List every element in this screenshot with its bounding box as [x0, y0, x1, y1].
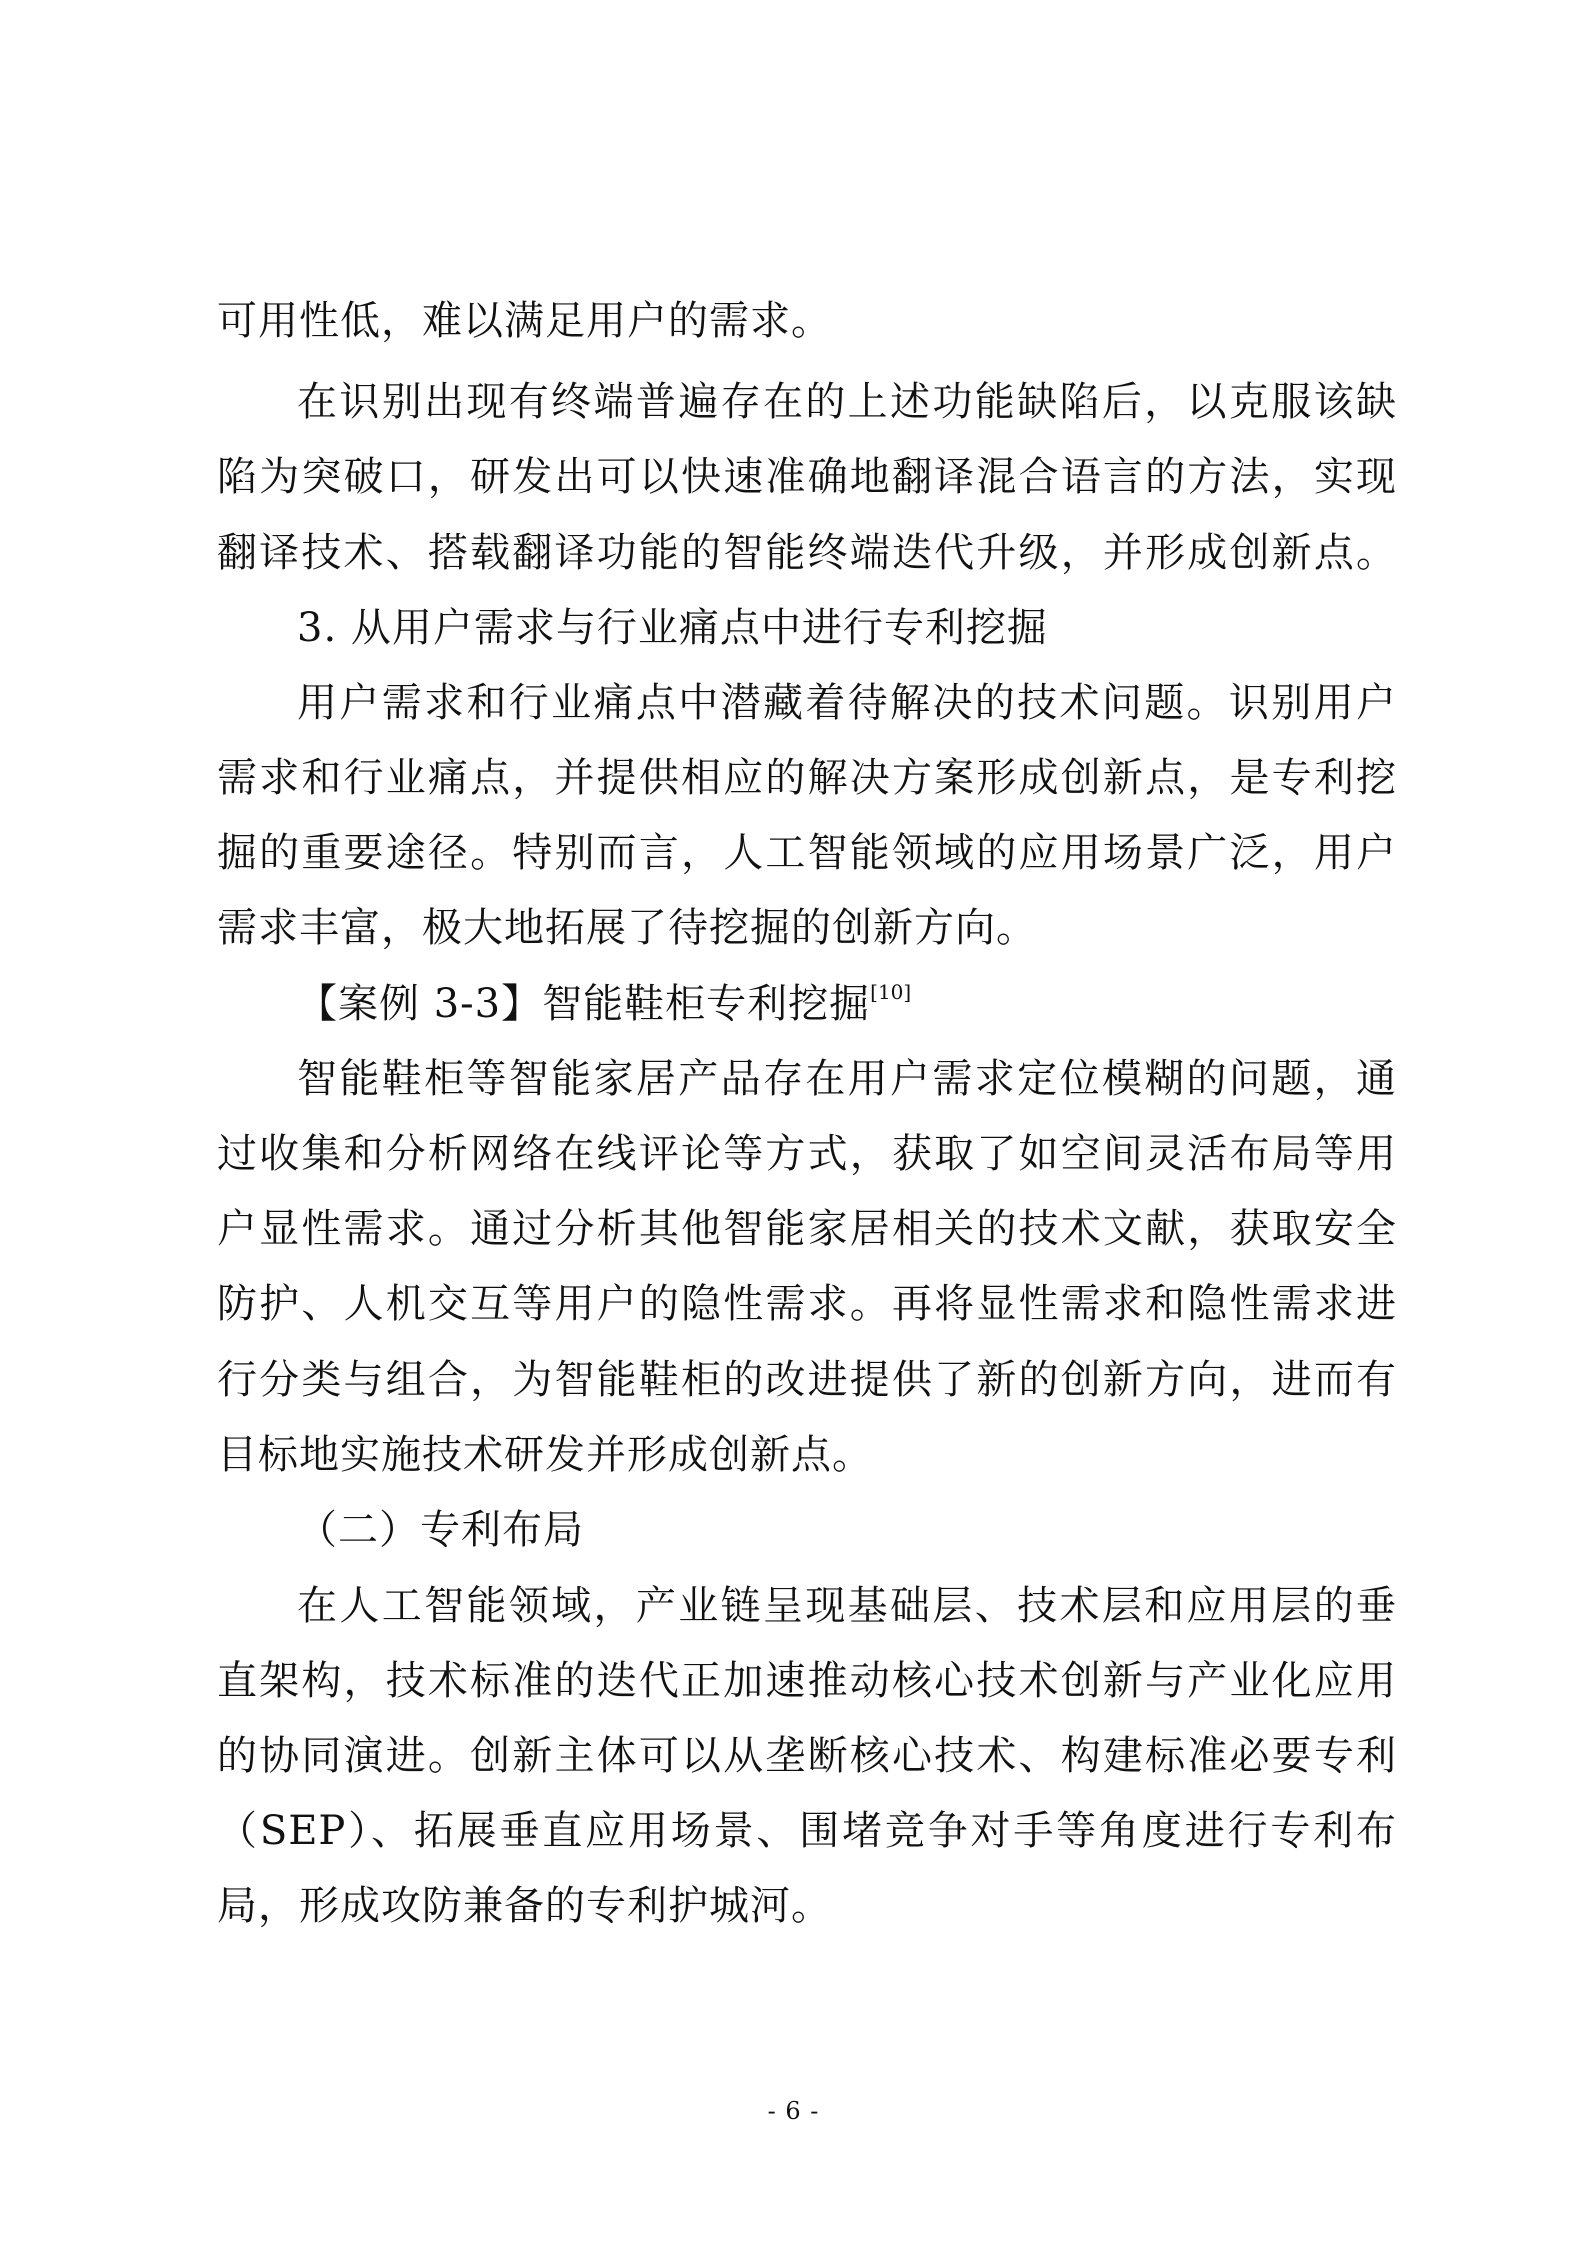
paragraph-line: 用户需求和行业痛点中潜藏着待解决的技术问题。识别用户 — [297, 680, 1397, 726]
paragraph-line: （SEP）、拓展垂直应用场景、围堵竞争对手等角度进行专利布 — [217, 1808, 1397, 1854]
page-number: - 6 - — [767, 2097, 820, 2125]
paragraph-line: 户显性需求。通过分析其他智能家居相关的技术文献，获取安全 — [217, 1206, 1397, 1252]
paragraph-line: 在人工智能领域，产业链呈现基础层、技术层和应用层的垂 — [297, 1583, 1397, 1629]
case-citation: [10] — [870, 980, 912, 1004]
case-heading — [297, 974, 911, 1034]
paragraph-line: 局，形成攻防兼备的专利护城河。 — [217, 1883, 832, 1929]
section-heading: （二）专利布局 — [297, 1507, 584, 1553]
paragraph-line: 过收集和分析网络在线评论等方式，获取了如空间灵活布局等用 — [217, 1131, 1397, 1177]
section-heading: 3. 从用户需求与行业痛点中进行专利挖掘 — [297, 605, 1048, 651]
paragraph-line: 翻译技术、搭载翻译功能的智能终端迭代升级，并形成创新点。 — [217, 530, 1397, 576]
paragraph-line: 防护、人机交互等用户的隐性需求。再将显性需求和隐性需求进 — [217, 1281, 1397, 1327]
paragraph-line: 掘的重要途径。特别而言，人工智能领域的应用场景广泛，用户 — [217, 830, 1397, 876]
case-title: 【案例 3-3】智能鞋柜专利挖掘 — [297, 981, 871, 1027]
paragraph-line: 在识别出现有终端普遍存在的上述功能缺陷后，以克服该缺 — [297, 379, 1397, 425]
paragraph-line: 的协同演进。创新主体可以从垄断核心技术、构建标准必要专利 — [217, 1733, 1397, 1779]
paragraph-line: 行分类与组合，为智能鞋柜的改进提供了新的创新方向，进而有 — [217, 1357, 1397, 1403]
paragraph-line: 目标地实施技术研发并形成创新点。 — [217, 1432, 873, 1478]
paragraph-line: 需求和行业痛点，并提供相应的解决方案形成创新点，是专利挖 — [217, 755, 1397, 801]
paragraph-line: 需求丰富，极大地拓展了待挖掘的创新方向。 — [217, 905, 1037, 951]
paragraph-line: 陷为突破口，研发出可以快速准确地翻译混合语言的方法，实现 — [217, 454, 1397, 500]
paragraph-line: 智能鞋柜等智能家居产品存在用户需求定位模糊的问题，通 — [297, 1056, 1397, 1102]
paragraph-line: 直架构，技术标准的迭代正加速推动核心技术创新与产业化应用 — [217, 1658, 1397, 1704]
paragraph-line: 可用性低，难以满足用户的需求。 — [217, 298, 832, 344]
